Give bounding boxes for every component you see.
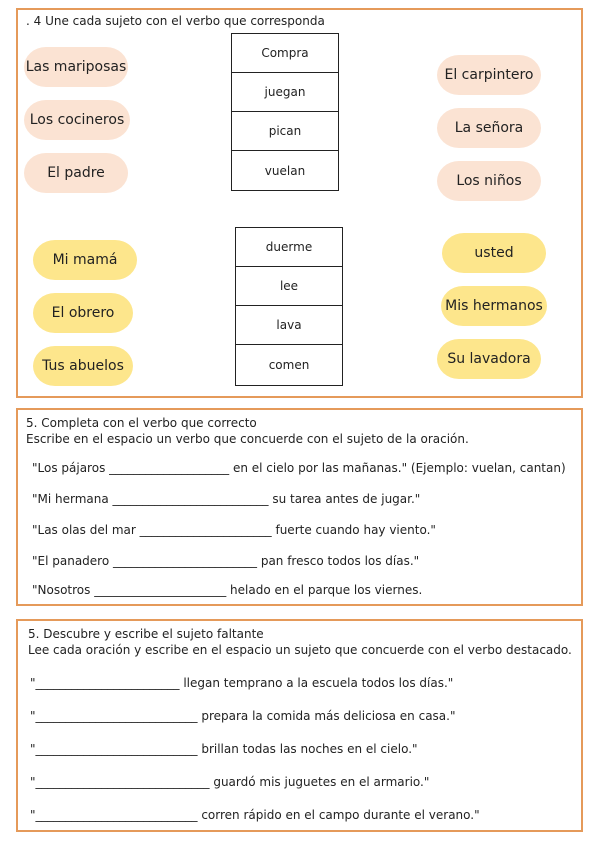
subject-chip[interactable]: usted <box>442 233 546 273</box>
section-instruction: Lee cada oración y escribe en el espacio un sujeto que concuerde con el verbo destacado. <box>28 643 572 657</box>
verb-cell[interactable]: Compra <box>232 34 338 73</box>
sentence-line: "___________________________ brillan todas las noches en el cielo." <box>30 742 418 756</box>
subject-chip[interactable]: Mis hermanos <box>441 286 547 326</box>
subject-chip[interactable]: El carpintero <box>437 55 541 95</box>
sentence-line: "Nosotros ______________________ helado en el parque los viernes. <box>32 583 423 597</box>
verb-cell[interactable]: juegan <box>232 73 338 112</box>
subject-chip[interactable]: Su lavadora <box>437 339 541 379</box>
complete-verb-section <box>16 408 583 606</box>
subject-chip[interactable]: El padre <box>24 153 128 193</box>
verb-cell[interactable]: lava <box>236 306 342 345</box>
subject-chip[interactable]: Los niños <box>437 161 541 201</box>
matching-section <box>16 8 583 398</box>
sentence-line: "___________________________ prepara la comida más deliciosa en casa." <box>30 709 456 723</box>
verb-cell[interactable]: duerme <box>236 228 342 267</box>
missing-subject-section <box>16 619 583 832</box>
subject-chip[interactable]: El obrero <box>33 293 133 333</box>
verb-cell[interactable]: lee <box>236 267 342 306</box>
sentence-line: "Los pájaros ____________________ en el cielo por las mañanas." (Ejemplo: vuelan, cantan) <box>32 461 566 475</box>
verb-cell[interactable]: comen <box>268 357 310 372</box>
verb-table <box>235 227 343 386</box>
verb-table <box>231 33 339 191</box>
verb-cell[interactable]: vuelan <box>264 163 306 178</box>
section-title: . 4 Une cada sujeto con el verbo que corresponda <box>26 14 325 28</box>
sentence-line: "_____________________________ guardó mis juguetes en el armario." <box>30 775 430 789</box>
subject-chip[interactable]: Las mariposas <box>24 47 128 87</box>
section-title: 5. Completa con el verbo que correcto <box>26 416 257 430</box>
section-title: 5. Descubre y escribe el sujeto faltante <box>28 627 264 641</box>
sentence-line: "________________________ llegan temprano a la escuela todos los días." <box>30 676 454 690</box>
sentence-line: "El panadero ________________________ pan fresco todos los días." <box>32 554 420 568</box>
subject-chip[interactable]: Los cocineros <box>24 100 130 140</box>
sentence-line: "Mi hermana __________________________ su tarea antes de jugar." <box>32 492 421 506</box>
subject-chip[interactable]: La señora <box>437 108 541 148</box>
verb-cell[interactable]: pican <box>232 112 338 151</box>
sentence-line: "Las olas del mar ______________________ fuerte cuando hay viento." <box>32 523 436 537</box>
subject-chip[interactable]: Tus abuelos <box>33 346 133 386</box>
section-instruction: Escribe en el espacio un verbo que concuerde con el sujeto de la oración. <box>26 432 469 446</box>
sentence-line: "___________________________ corren rápido en el campo durante el verano." <box>30 808 480 822</box>
subject-chip[interactable]: Mi mamá <box>33 240 137 280</box>
